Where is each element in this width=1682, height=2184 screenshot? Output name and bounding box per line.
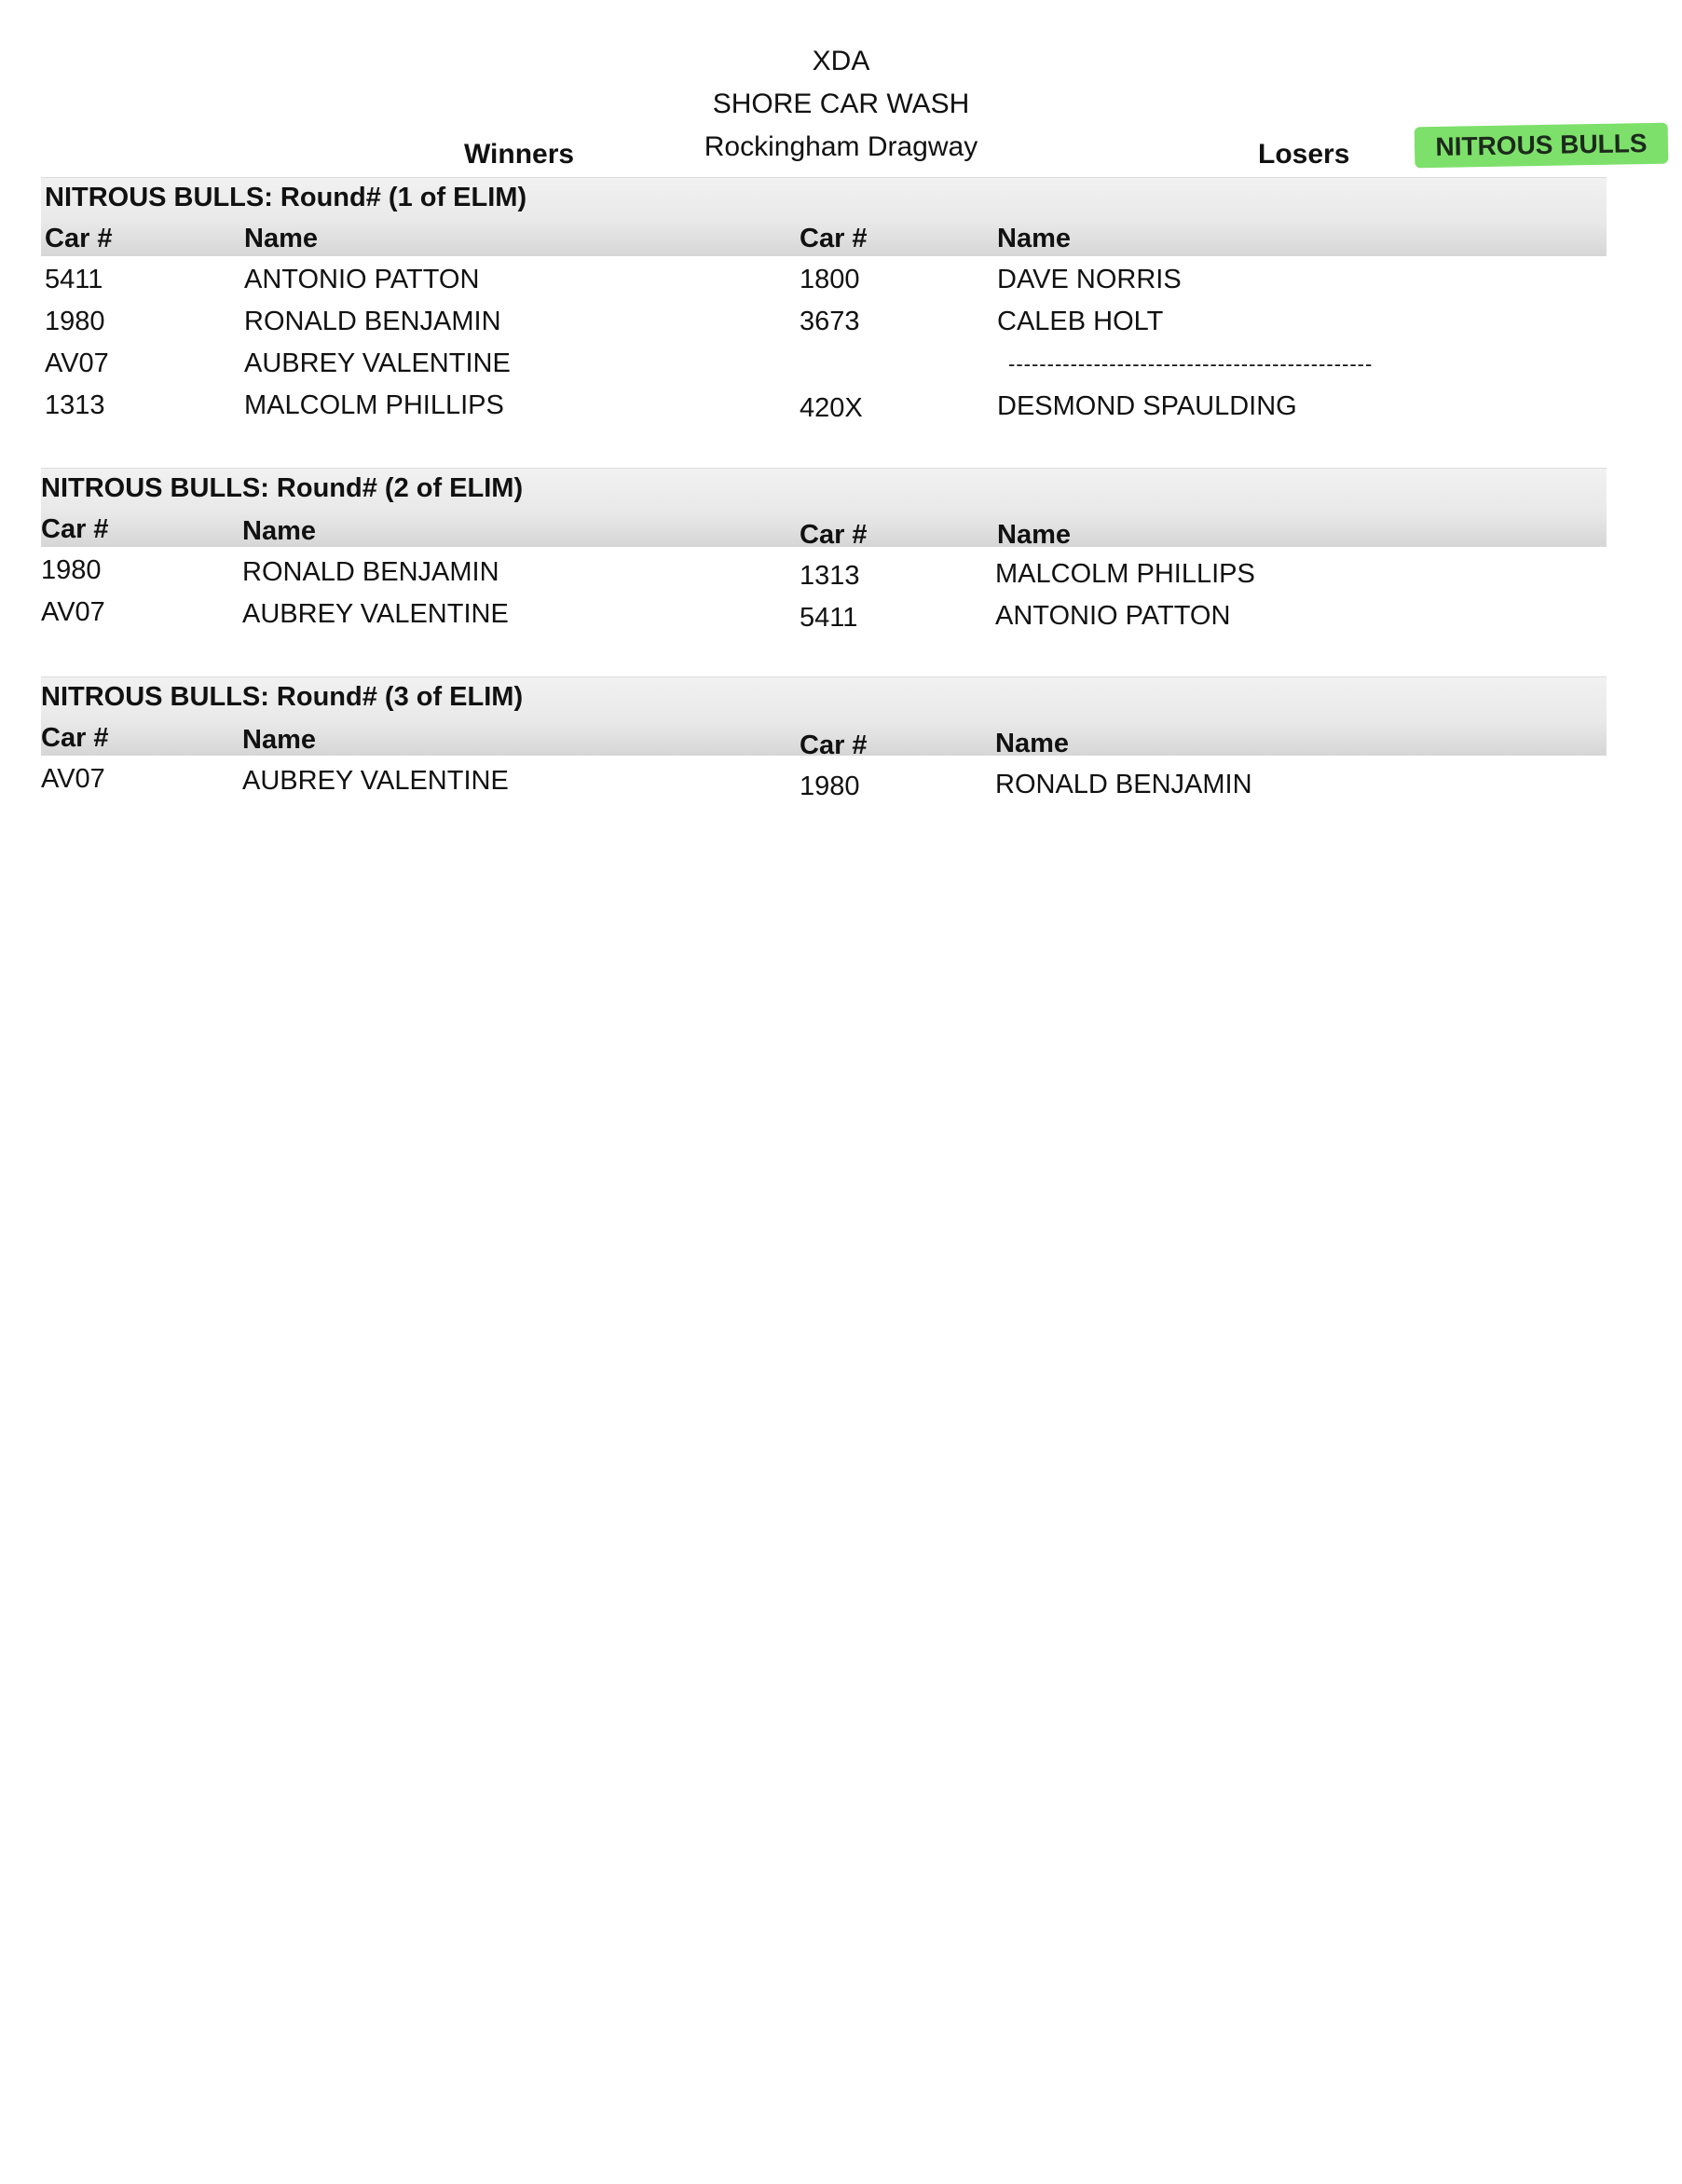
winner-name: RONALD BENJAMIN — [244, 307, 501, 336]
loser-name: ANTONIO PATTON — [995, 601, 1231, 631]
winner-name: RONALD BENJAMIN — [242, 557, 499, 587]
winner-car: 1980 — [41, 555, 102, 585]
loser-name-bye-dashes: ----------------------------------------------- — [1008, 352, 1374, 375]
loser-name: MALCOLM PHILLIPS — [995, 559, 1255, 589]
winner-car: 1980 — [45, 307, 105, 336]
winner-name: AUBREY VALENTINE — [242, 599, 509, 629]
round-2-col-name: Name — [242, 516, 316, 546]
losers-heading: Losers — [1258, 139, 1350, 170]
winner-car: 5411 — [45, 265, 103, 294]
loser-car: 3673 — [800, 307, 860, 336]
loser-name: RONALD BENJAMIN — [995, 770, 1252, 799]
round-1-title: NITROUS BULLS: Round# (1 of ELIM) — [45, 183, 527, 212]
winner-name: AUBREY VALENTINE — [244, 348, 511, 378]
winner-name: MALCOLM PHILLIPS — [244, 390, 504, 420]
round-3-title: NITROUS BULLS: Round# (3 of ELIM) — [41, 682, 524, 712]
round-1-col-car: Car # — [45, 224, 113, 253]
winner-car: 1313 — [45, 390, 105, 420]
winner-name: AUBREY VALENTINE — [242, 766, 509, 796]
round-2-col-car: Car # — [41, 514, 109, 544]
round-2-col-car-loser: Car # — [800, 520, 868, 550]
round-3-col-car: Car # — [41, 723, 109, 753]
sponsor-title: SHORE CAR WASH — [712, 89, 970, 119]
winner-car: AV07 — [45, 348, 109, 378]
round-3-col-car-loser: Car # — [800, 730, 868, 760]
loser-car: 5411 — [800, 603, 858, 633]
loser-car: 420X — [800, 393, 863, 423]
round-3-col-name: Name — [242, 725, 316, 755]
org-title: XDA — [812, 46, 870, 76]
track-title: Rockingham Dragway — [704, 131, 978, 162]
round-2-title: NITROUS BULLS: Round# (2 of ELIM) — [41, 473, 524, 503]
winner-name: ANTONIO PATTON — [244, 265, 480, 294]
round-1-col-name-loser: Name — [997, 224, 1071, 253]
loser-name: CALEB HOLT — [997, 307, 1164, 336]
winner-car: AV07 — [41, 597, 105, 627]
round-1-col-car-loser: Car # — [800, 224, 868, 253]
round-3-col-name-loser: Name — [995, 729, 1069, 758]
round-1-col-name: Name — [244, 224, 318, 253]
loser-car: 1980 — [800, 771, 860, 801]
loser-name: DESMOND SPAULDING — [997, 391, 1297, 421]
loser-car: 1800 — [800, 265, 860, 294]
loser-name: DAVE NORRIS — [997, 265, 1182, 294]
winners-heading: Winners — [464, 139, 575, 170]
winner-car: AV07 — [41, 764, 105, 794]
class-highlight-tag: NITROUS BULLS — [1415, 123, 1669, 169]
loser-car: 1313 — [800, 561, 860, 591]
round-2-col-name-loser: Name — [997, 520, 1071, 550]
